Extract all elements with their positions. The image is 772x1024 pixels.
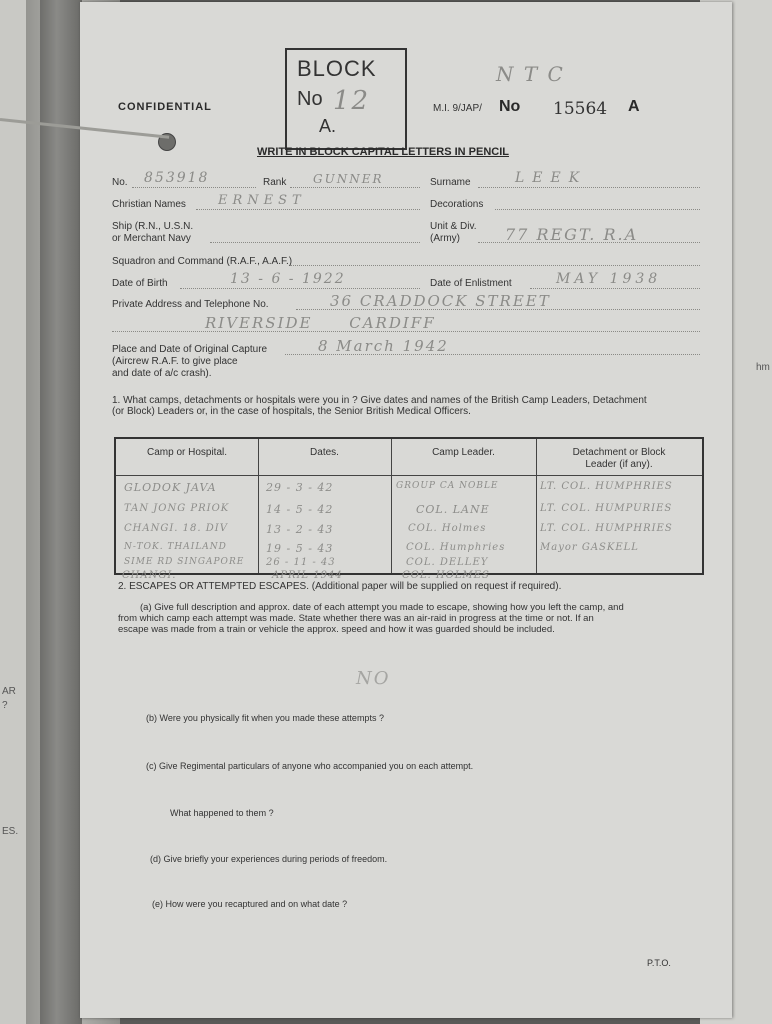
camp-table (114, 437, 704, 575)
enlistment-label: Date of Enlistment (430, 278, 512, 289)
table-cell: COL. DELLEY (406, 557, 489, 568)
ship-line (210, 242, 420, 243)
decorations-label: Decorations (430, 199, 484, 210)
surname-label: Surname (430, 177, 471, 188)
question-2c-sub: What happened to them ? (170, 808, 274, 818)
table-cell: CHANGI. 18. DIV (124, 523, 228, 534)
table-overflow-cell: CHANGI. (122, 570, 177, 581)
table-overflow-cell: APRIL 1944 (272, 570, 343, 581)
table-cell: 13 - 2 - 43 (266, 523, 334, 536)
christian-names-value: ERNEST (218, 193, 306, 208)
address-line-1-value: 36 CRADDOCK STREET (330, 292, 551, 310)
question-2-title: 2. ESCAPES OR ATTEMPTED ESCAPES. (Additional paper will be supplied on request if required). (118, 581, 562, 592)
decorations-line (495, 209, 700, 210)
question-1-text: 1. What camps, detachments or hospitals were you in ? Give dates and names of the British Camp Leaders, Detachment (112, 395, 647, 406)
christian-names-label: Christian Names (112, 199, 186, 210)
block-stamp (285, 48, 407, 150)
dob-line (180, 288, 420, 289)
serial-number: 15564 (553, 99, 608, 119)
ship-label: Ship (R.N., U.S.N. (112, 221, 194, 232)
table-cell: GROUP CA NOBLE (396, 481, 499, 491)
form-reference: M.I. 9/JAP/ (433, 103, 482, 114)
back-page-fragment: hm (756, 362, 770, 373)
question-2a-text-cont: from which camp each attempt was made. State whether there was an air-raid in progress at the time or not. If an (118, 613, 594, 624)
table-cell: LT. COL. HUMPURIES (540, 503, 673, 514)
capture-label-cont: (Aircrew R.A.F. to give place (112, 356, 238, 367)
table-cell: COL. LANE (416, 503, 490, 516)
capture-label-cont-2: and date of a/c crash). (112, 368, 212, 379)
block-stamp-label: BLOCK (297, 56, 377, 81)
question-2a-text-cont-2: escape was made from a train or vehicle the approx. speed and how it was guarded should be included. (118, 624, 555, 635)
left-page-fragment: AR (2, 686, 16, 697)
unit-value: 77 REGT. R.A (505, 225, 639, 244)
table-cell: GLODOK JAVA (124, 481, 217, 494)
table-cell: N-TOK. THAILAND (124, 542, 227, 552)
pencil-mark: N T C (496, 62, 565, 86)
table-cell: 14 - 5 - 42 (266, 503, 334, 516)
table-cell: SIME RD SINGAPORE (124, 557, 245, 567)
table-divider (391, 439, 392, 573)
surname-line (478, 187, 700, 188)
unit-line (478, 242, 700, 243)
rank-value: GUNNER (313, 172, 384, 186)
table-cell: LT. COL. HUMPHRIES (540, 523, 673, 534)
table-cell: LT. COL. HUMPHRIES (540, 481, 673, 492)
question-2b: (b) Were you physically fit when you made these attempts ? (146, 713, 384, 723)
column-header-dates: Dates. (310, 447, 339, 458)
left-page-fragment: ? (2, 700, 8, 711)
dob-label: Date of Birth (112, 278, 168, 289)
rank-line (290, 187, 420, 188)
confidential-label: CONFIDENTIAL (118, 101, 212, 113)
left-page-fragment: ES. (2, 826, 19, 837)
unit-label: Unit & Div. (430, 221, 477, 232)
question-2a-answer: NO (356, 668, 391, 689)
capture-label: Place and Date of Original Capture (112, 344, 268, 355)
table-cell: 29 - 3 - 42 (266, 481, 334, 494)
capture-value: 8 March 1942 (318, 337, 449, 355)
question-2c: (c) Give Regimental particulars of anyone who accompanied you on each attempt. (146, 761, 474, 771)
capture-line (285, 354, 700, 355)
no-value: 853918 (144, 170, 210, 186)
table-cell: Mayor GASKELL (540, 542, 639, 553)
no-label: No. (112, 177, 128, 188)
question-2a-text: (a) Give full description and approx. date of each attempt you made to escape, showing how you left the camp, and (140, 602, 624, 613)
left-page (0, 0, 26, 1024)
unit-label-cont: (Army) (430, 233, 460, 244)
table-header-rule (116, 475, 702, 476)
serial-no-label: No (499, 98, 521, 115)
table-divider (258, 439, 259, 573)
rank-label: Rank (263, 177, 287, 188)
dob-value: 13 - 6 - 1922 (230, 271, 346, 287)
surname-value: LEEK (515, 170, 588, 186)
address-line-2 (112, 331, 700, 332)
table-cell: 19 - 5 - 43 (266, 542, 334, 555)
address-line-2-value: RIVERSIDE CARDIFF (205, 314, 436, 332)
serial-series: A (628, 98, 640, 115)
table-cell: COL. Holmes (408, 523, 487, 534)
squadron-label: Squadron and Command (R.A.F., A.A.F.) (112, 256, 293, 267)
address-line-1 (296, 309, 700, 310)
column-header-detachment: Detachment or Block Leader (if any). (572, 447, 666, 470)
question-1-text-cont: (or Block) Leaders or, in the case of hospitals, the Senior British Medical Officers. (112, 406, 471, 417)
no-line (132, 187, 256, 188)
block-stamp-no-label: No (297, 88, 323, 110)
table-cell: 26 - 11 - 43 (266, 557, 336, 568)
address-label: Private Address and Telephone No. (112, 299, 269, 310)
column-header-leader: Camp Leader. (432, 447, 495, 458)
block-stamp-letter: A. (319, 116, 337, 136)
enlistment-value: MAY 1938 (556, 271, 662, 287)
table-cell: COL. Humphries (406, 542, 506, 553)
pto-label: P.T.O. (647, 958, 671, 968)
table-cell: TAN JONG PRIOK (124, 503, 230, 514)
block-stamp-number: 12 (333, 86, 371, 116)
christian-names-line (196, 209, 420, 210)
enlistment-line (530, 288, 700, 289)
question-2e: (e) How were you recaptured and on what date ? (152, 899, 348, 909)
column-header-camp: Camp or Hospital. (146, 447, 228, 458)
squadron-line (290, 265, 700, 266)
question-2d: (d) Give briefly your experiences during periods of freedom. (150, 854, 388, 864)
ship-label-cont: or Merchant Navy (112, 233, 191, 244)
folder-spine (40, 0, 82, 1024)
table-overflow-cell: COL. HOLMES (402, 570, 490, 581)
form-instruction: WRITE IN BLOCK CAPITAL LETTERS IN PENCIL (257, 146, 509, 158)
